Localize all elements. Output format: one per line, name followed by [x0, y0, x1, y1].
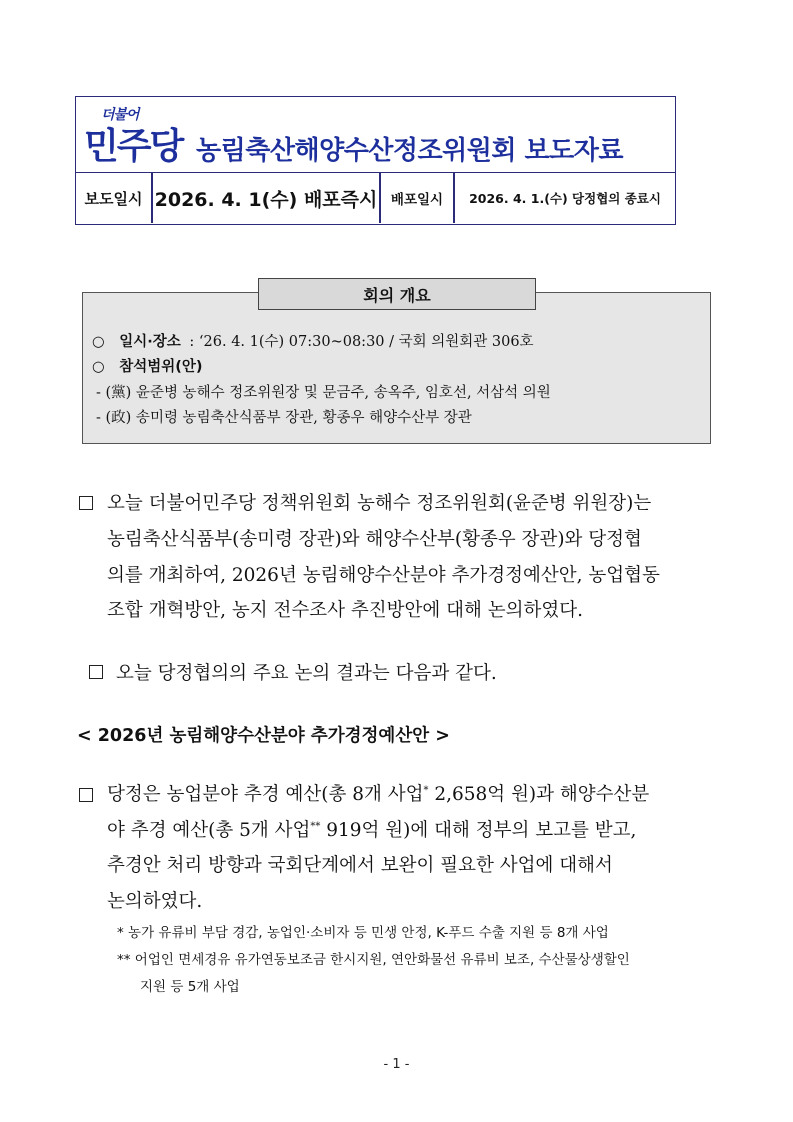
para1-line3: 의를 개최하여, 2026년 농림해양수산분야 추가경정예산안, 농업협동 [107, 565, 660, 586]
distribution-date-value: 2026. 4. 1.(수) 당정협의 종료시 [454, 173, 675, 223]
page-number: - 1 - [383, 1057, 410, 1072]
footnote-marker: ** [310, 820, 321, 832]
para3-line2-b: 919억 원)에 대해 정부의 보고를 받고, [320, 820, 637, 841]
bullet: ○ [92, 359, 105, 375]
footnote-2: ** 어업인 면세경유 유가연동보조금 한시지원, 연안화물선 유류비 보조, 수산물상생할인 [117, 952, 630, 968]
checkbox-bullet-icon [89, 665, 103, 679]
para3-line4: 논의하였다. [107, 891, 203, 912]
government-attendees: - (政) 송미령 농림축산식품부 장관, 황종우 해양수산부 장관 [96, 410, 472, 426]
para3-line3: 추경안 처리 방향과 국회단계에서 보완이 필요한 사업에 대해서 [107, 855, 613, 876]
section-heading: < 2026년 농림해양수산분야 추가경정예산안 > [77, 726, 450, 746]
para3-line1 [107, 780, 649, 806]
datetime-text: : ‘26. 4. 1(수) 07:30~08:30 / 국회 의원회관 306호 [189, 334, 534, 350]
press-release-title: 농림축산해양수산정조위원회 보도자료 [196, 136, 624, 166]
para3-line1-a: 당정은 농업분야 추경 예산(총 8개 사업 [107, 784, 424, 805]
party-logo: 민주당 [84, 126, 183, 167]
checkbox-bullet-icon [79, 496, 93, 510]
party-logo-small: 더불어 [101, 107, 139, 123]
para1-line2: 농림축산식품부(송미령 장관)와 해양수산부(황종우 장관)와 당정협 [107, 529, 642, 550]
para1-line4: 조합 개혁방안, 농지 전수조사 추진방안에 대해 논의하였다. [107, 600, 583, 621]
release-date-value: 2026. 4. 1(수) 배포즉시 [152, 173, 380, 223]
party-attendees: - (黨) 윤준병 농해수 정조위원장 및 문금주, 송옥주, 임호선, 서삼석 의원 [96, 385, 551, 401]
footnote-2-cont: 지원 등 5개 사업 [140, 979, 240, 995]
datetime-label: 일시·장소 [119, 334, 181, 350]
footnote-1: * 농가 유류비 부담 경감, 농업인·소비자 등 민생 안정, K-푸드 수출 지원 등 8개 사업 [117, 925, 609, 941]
para3-line2-a: 야 추경 예산(총 5개 사업 [107, 820, 311, 841]
release-date-label: 보도일시 [76, 173, 152, 223]
para2: 오늘 당정협의의 주요 논의 결과는 다음과 같다. [116, 663, 497, 684]
meeting-overview-title: 회의 개요 [258, 278, 536, 310]
distribution-date-label: 배포일시 [380, 173, 454, 223]
para3-line1-b: 2,658억 원)과 해양수산분 [428, 784, 650, 805]
footnote-marker: * [423, 784, 429, 796]
bullet: ○ [92, 334, 105, 350]
attendees-label: 참석범위(안) [119, 359, 203, 375]
meeting-attendees-line [92, 355, 203, 376]
para1-line1: 오늘 더불어민주당 정책위원회 농해수 정조위원회(윤준병 위원장)는 [107, 493, 652, 514]
meeting-datetime-line [92, 330, 534, 351]
para3-line2 [107, 816, 636, 842]
checkbox-bullet-icon [79, 788, 93, 802]
